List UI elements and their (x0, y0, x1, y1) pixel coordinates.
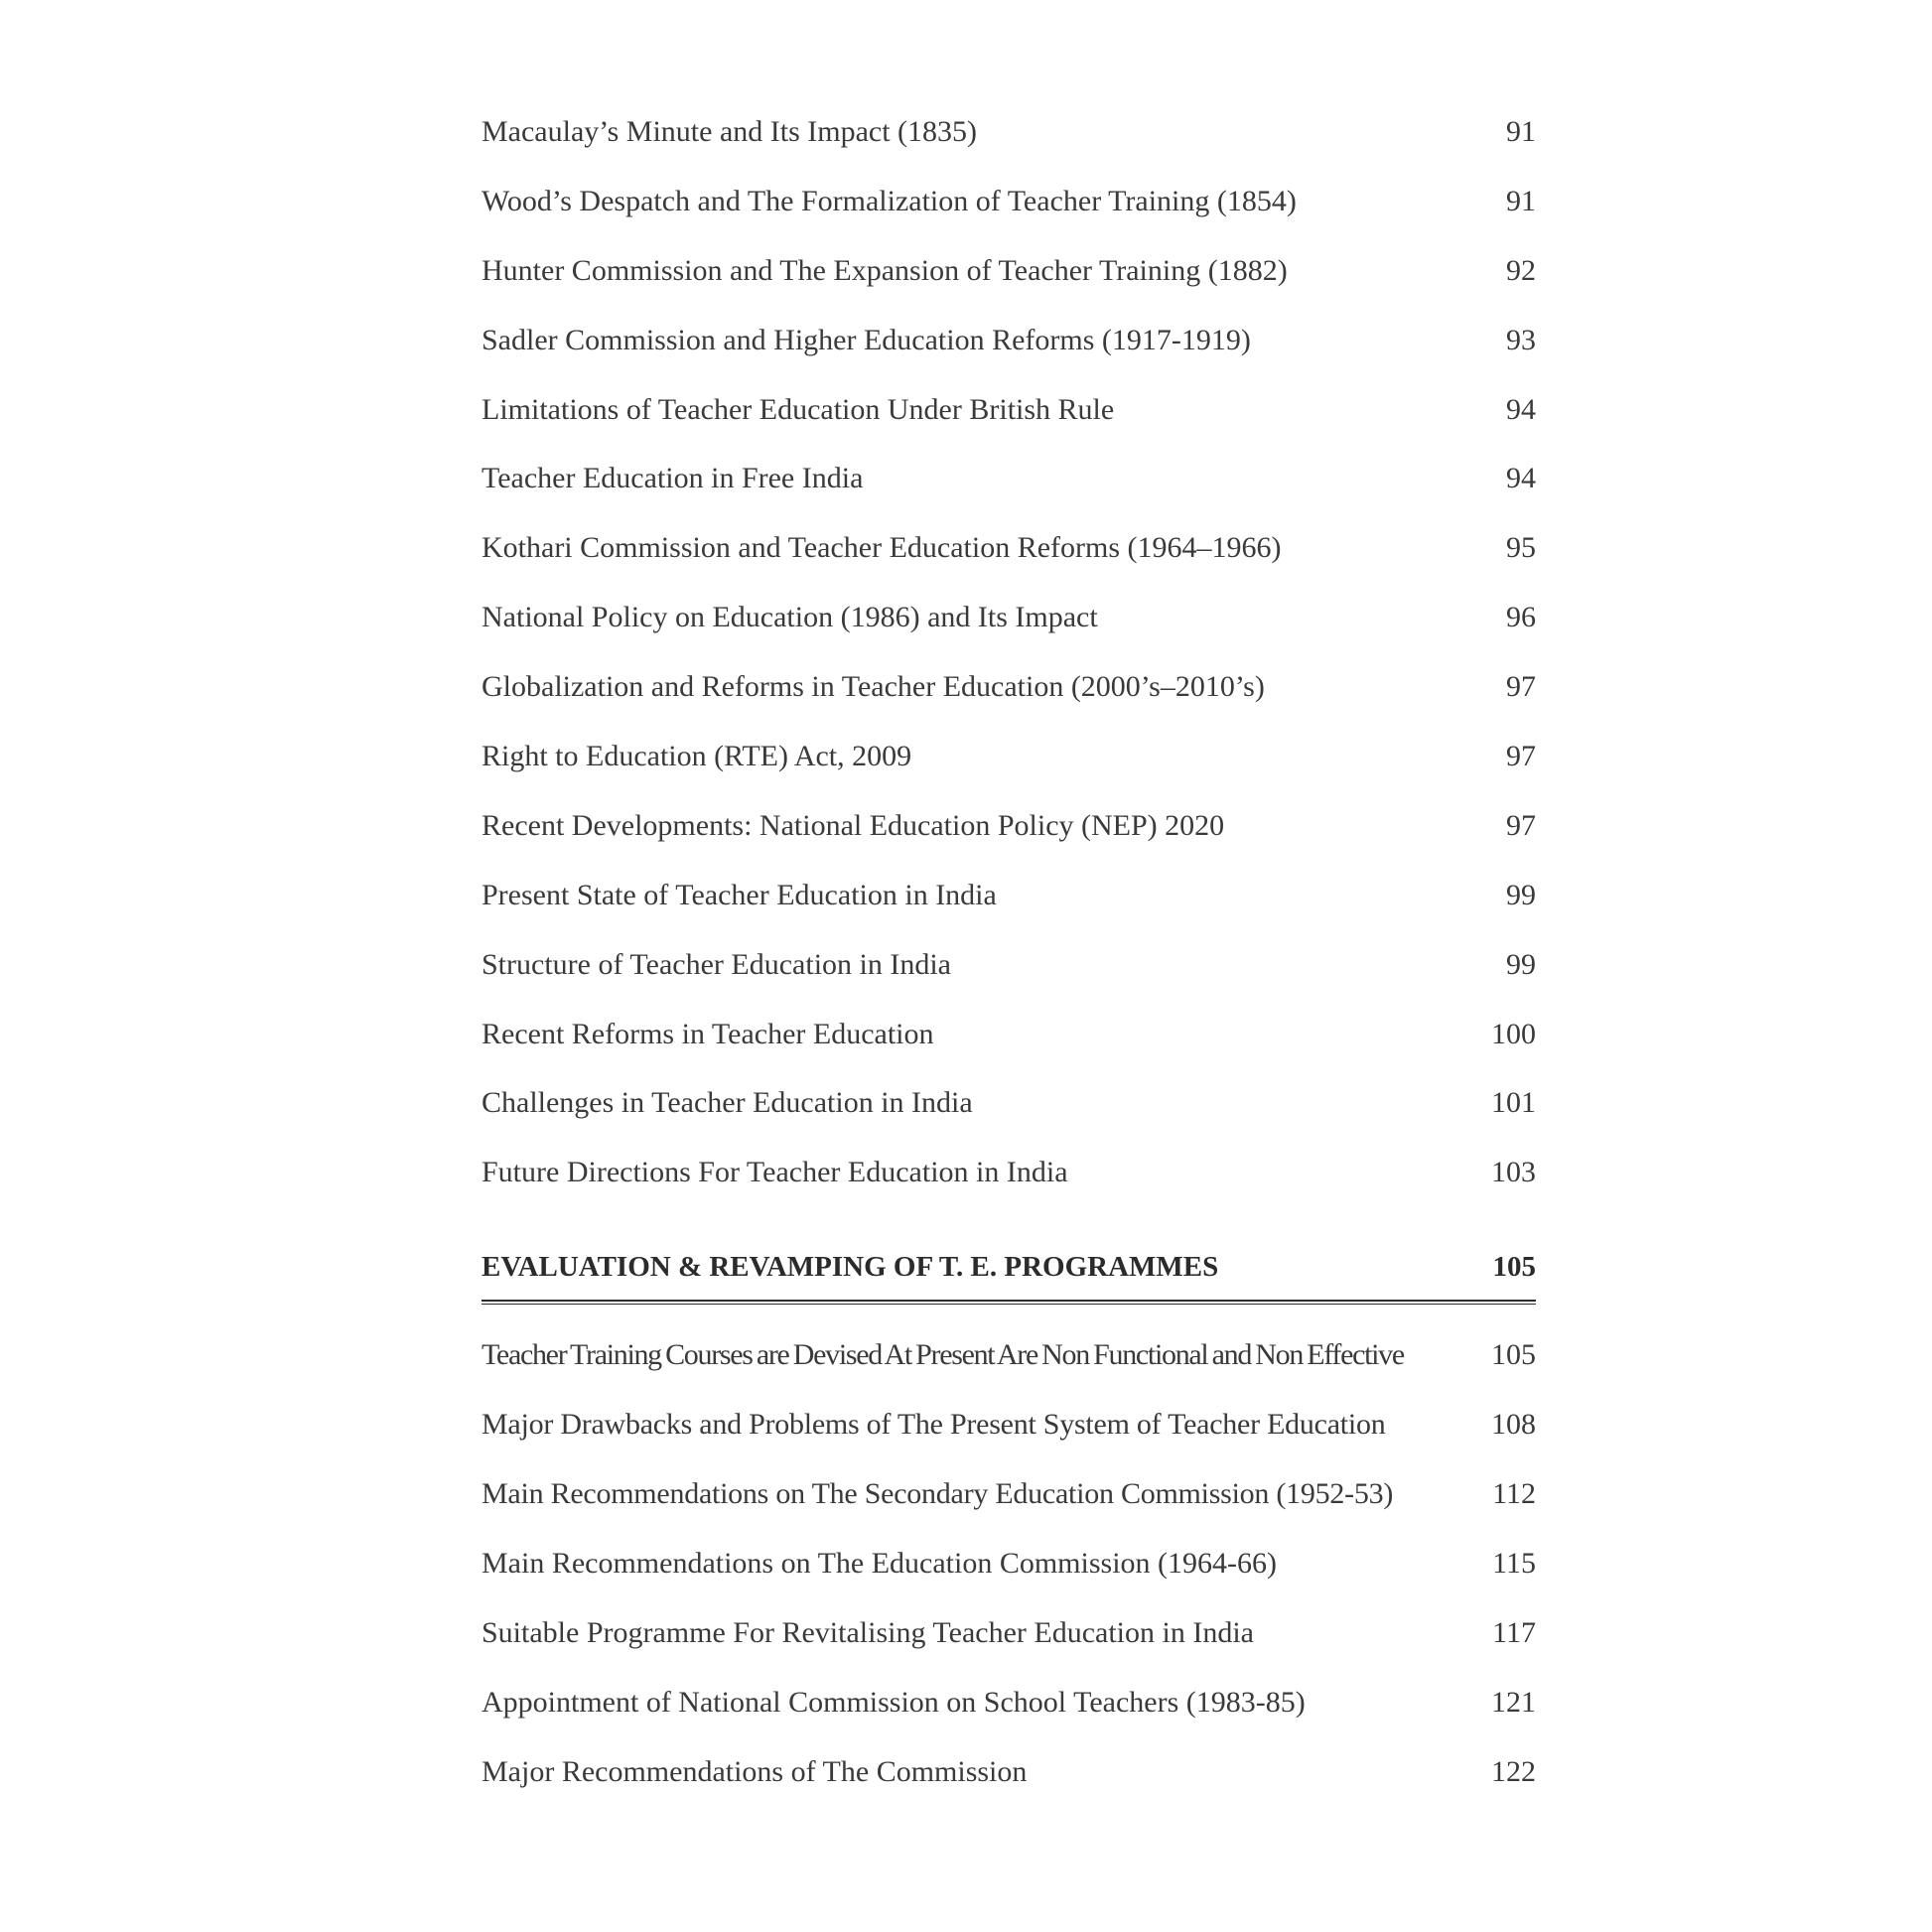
toc-entry-title: Teacher Education in Free India (482, 462, 864, 495)
toc-entry-page: 97 (1506, 670, 1536, 704)
toc-entry-title: Recent Reforms in Teacher Education (482, 1017, 934, 1050)
toc-entry-page: 95 (1506, 531, 1536, 565)
toc-entry (482, 1754, 1536, 1827)
toc-entry (482, 464, 1536, 533)
toc-entry-title: Recent Developments: National Education Policy (NEP) 2020 (482, 808, 1225, 842)
toc-entry (482, 1410, 1536, 1479)
toc-entry (482, 672, 1536, 742)
table-of-contents (482, 117, 1536, 1826)
toc-entry-page: 94 (1506, 462, 1536, 495)
toc-entry-page: 117 (1492, 1615, 1536, 1649)
section-heading-page: 105 (1492, 1251, 1536, 1284)
toc-entry-title: Appointment of National Commission on School Teachers (1983-85) (482, 1685, 1306, 1719)
toc-entry (482, 1546, 1536, 1618)
toc-entry-page: 94 (1506, 392, 1536, 426)
toc-entry-page: 92 (1506, 253, 1536, 287)
toc-entry-title: National Policy on Education (1986) and Its Impact (482, 601, 1098, 634)
toc-entry-page: 108 (1491, 1408, 1536, 1442)
toc-entry (482, 1088, 1536, 1158)
toc-entry-page: 100 (1491, 1017, 1536, 1050)
section-divider (482, 1300, 1536, 1305)
toc-entry-title: Suitable Programme For Revitalising Teacher Education in India (482, 1615, 1254, 1649)
toc-entry-title: Main Recommendations on The Education Commission (1964-66) (482, 1546, 1278, 1580)
section-heading (482, 1253, 1536, 1282)
toc-group-b (482, 1340, 1536, 1826)
toc-entry-page: 112 (1492, 1477, 1536, 1511)
toc-entry (482, 1615, 1536, 1688)
toc-entry (482, 1017, 1536, 1089)
toc-entry-title: Present State of Teacher Education in India (482, 878, 997, 911)
toc-entry-title: Kothari Commission and Teacher Education Reforms (1964–1966) (482, 531, 1282, 565)
toc-entry (482, 1685, 1536, 1757)
toc-entry (482, 392, 1536, 465)
toc-entry-page: 122 (1491, 1754, 1536, 1788)
toc-entry (482, 603, 1536, 672)
toc-entry-page: 103 (1491, 1156, 1536, 1189)
toc-entry (482, 323, 1536, 395)
toc-entry (482, 742, 1536, 811)
toc-entry-page: 121 (1491, 1685, 1536, 1719)
toc-entry-title: Sadler Commission and Higher Education Reforms (1917-1919) (482, 323, 1251, 356)
toc-entry (482, 253, 1536, 326)
toc-entry-title: Hunter Commission and The Expansion of Teacher Training (1882) (482, 253, 1288, 287)
toc-entry (482, 947, 1536, 1020)
toc-entry-title: Structure of Teacher Education in India (482, 947, 951, 981)
toc-entry-title: Macaulay’s Minute and Its Impact (1835) (482, 115, 978, 148)
toc-group-a (482, 117, 1536, 1227)
toc-entry (482, 533, 1536, 603)
toc-entry-title: Wood’s Despatch and The Formalization of Teacher Training (1854) (482, 184, 1297, 217)
toc-entry (482, 878, 1536, 950)
toc-entry-page: 91 (1506, 184, 1536, 217)
section-heading-title: EVALUATION & REVAMPING OF T. E. PROGRAMMES (482, 1251, 1219, 1284)
toc-entry (482, 1158, 1536, 1227)
toc-entry (482, 184, 1536, 256)
toc-entry-title: Major Drawbacks and Problems of The Present System of Teacher Education (482, 1408, 1386, 1442)
toc-entry-title: Right to Education (RTE) Act, 2009 (482, 740, 912, 773)
toc-entry-title: Limitations of Teacher Education Under British Rule (482, 392, 1115, 426)
toc-entry (482, 1340, 1536, 1410)
toc-entry-title: Future Directions For Teacher Education in India (482, 1156, 1068, 1189)
toc-entry (482, 117, 1536, 187)
toc-entry-page: 97 (1506, 808, 1536, 842)
toc-entry-page: 101 (1491, 1086, 1536, 1120)
toc-entry-page: 96 (1506, 601, 1536, 634)
toc-entry-page: 97 (1506, 740, 1536, 773)
toc-entry-title: Globalization and Reforms in Teacher Education (2000’s–2010’s) (482, 670, 1265, 704)
toc-entry-title: Teacher Training Courses are Devised At Present Are Non Functional and Non Effective (482, 1338, 1404, 1372)
toc-entry-page: 91 (1506, 115, 1536, 148)
toc-entry-title: Major Recommendations of The Commission (482, 1754, 1028, 1788)
toc-entry-page: 99 (1506, 947, 1536, 981)
toc-entry-title: Main Recommendations on The Secondary Education Commission (1952-53) (482, 1477, 1394, 1511)
toc-entry-page: 105 (1491, 1338, 1536, 1372)
toc-entry-page: 115 (1492, 1546, 1536, 1580)
toc-entry-page: 93 (1506, 323, 1536, 356)
toc-entry (482, 808, 1536, 881)
toc-entry (482, 1479, 1536, 1549)
toc-entry-title: Challenges in Teacher Education in India (482, 1086, 973, 1120)
toc-entry-page: 99 (1506, 878, 1536, 911)
